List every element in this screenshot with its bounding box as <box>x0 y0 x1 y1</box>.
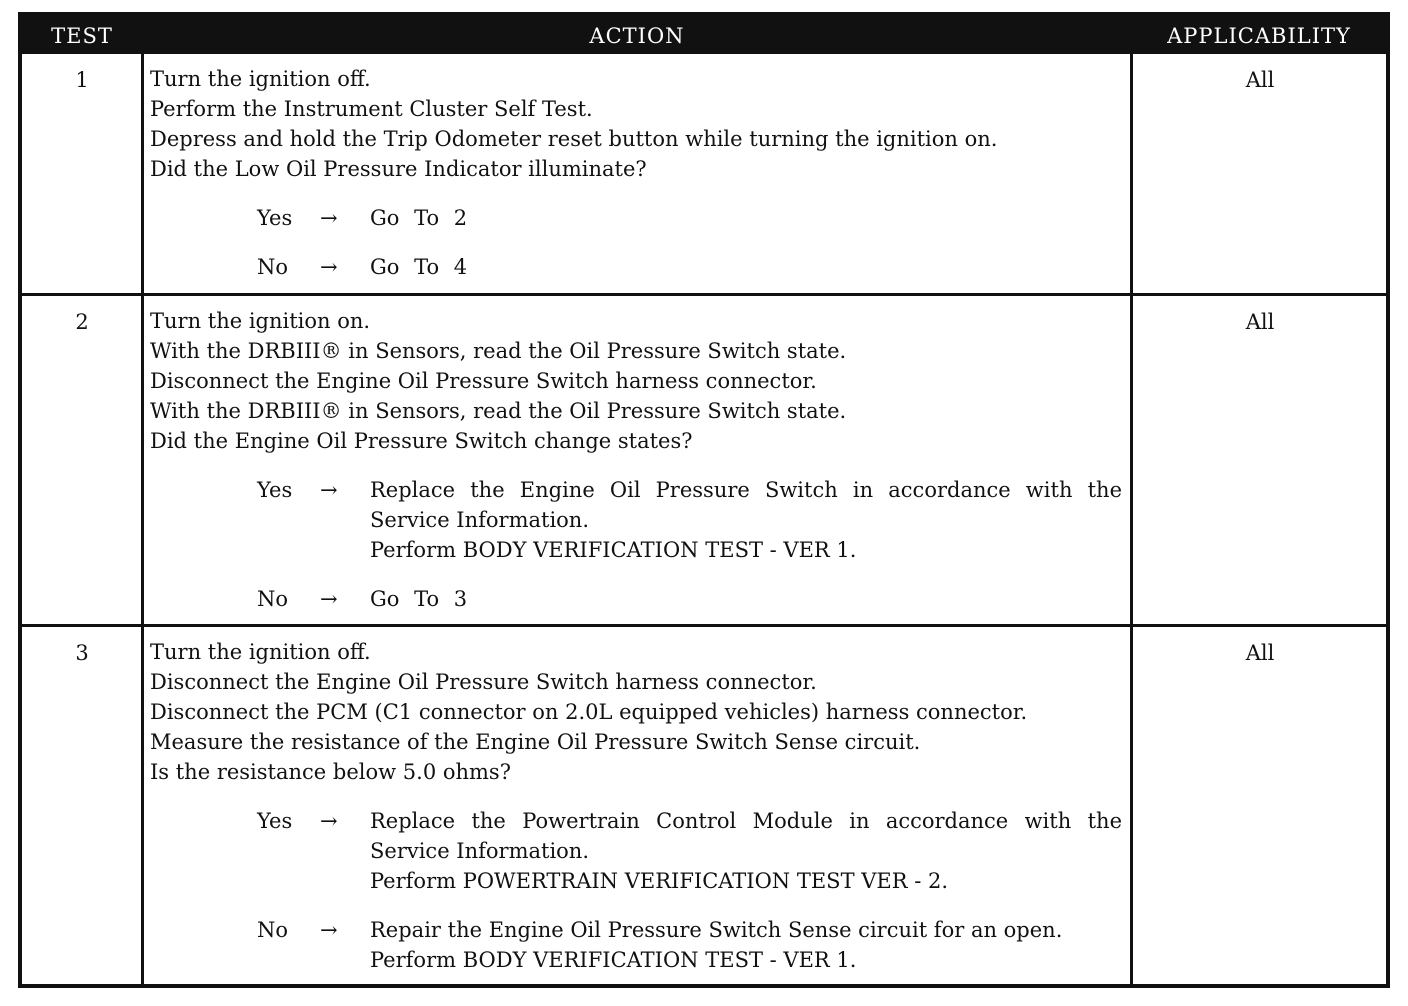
no-outcome <box>150 252 1126 282</box>
result-line: Replace the Engine Oil Pressure Switch in accordance with the <box>370 478 1122 502</box>
diagnostic-test-table <box>18 12 1390 988</box>
test-number: 1 <box>75 68 89 92</box>
outcome-result <box>370 252 1122 282</box>
outcome-result <box>370 475 1122 565</box>
action-step: Turn the ignition off. <box>150 67 371 91</box>
no-outcome <box>150 584 1126 614</box>
result-line: Service Information. <box>370 508 590 532</box>
yes-outcome <box>150 475 1126 565</box>
yes-label: Yes <box>257 206 293 230</box>
result-line: Go To 2 <box>370 206 468 230</box>
table-header <box>22 16 1386 54</box>
no-label: No <box>257 918 289 942</box>
action-step: Disconnect the PCM (C1 connector on 2.0L equipped vehicles) harness connector. <box>150 700 1028 724</box>
applicability-value: All <box>1245 68 1275 92</box>
no-outcome <box>150 915 1126 975</box>
result-line: Go To 3 <box>370 587 468 611</box>
action-step: With the DRBIII® in Sensors, read the Oil Pressure Switch state. <box>150 339 847 363</box>
applicability-value: All <box>1245 641 1275 665</box>
action-cell <box>150 306 1126 614</box>
arrow-icon: → <box>320 255 338 279</box>
action-step: Did the Low Oil Pressure Indicator illuminate? <box>150 157 647 181</box>
test-number: 2 <box>75 310 89 334</box>
action-step: Turn the ignition off. <box>150 640 371 664</box>
action-step: Disconnect the Engine Oil Pressure Switch harness connector. <box>150 369 817 393</box>
action-step: Disconnect the Engine Oil Pressure Switch harness connector. <box>150 670 817 694</box>
yes-outcome <box>150 203 1126 233</box>
result-line: Perform POWERTRAIN VERIFICATION TEST VER - 2. <box>370 869 949 893</box>
action-step: Did the Engine Oil Pressure Switch change states? <box>150 429 693 453</box>
arrow-icon: → <box>320 478 338 502</box>
arrow-icon: → <box>320 587 338 611</box>
table-row <box>22 54 1386 296</box>
header-action: ACTION <box>589 24 685 48</box>
outcome-result <box>370 584 1122 614</box>
outcome-result <box>370 915 1122 975</box>
applicability-value: All <box>1245 310 1275 334</box>
action-cell <box>150 64 1126 282</box>
no-label: No <box>257 587 289 611</box>
arrow-icon: → <box>320 809 338 833</box>
result-line: Go To 4 <box>370 255 468 279</box>
action-step: With the DRBIII® in Sensors, read the Oil Pressure Switch state. <box>150 399 847 423</box>
yes-outcome <box>150 806 1126 896</box>
outcome-result <box>370 806 1122 896</box>
action-step: Is the resistance below 5.0 ohms? <box>150 760 511 784</box>
yes-label: Yes <box>257 809 293 833</box>
arrow-icon: → <box>320 206 338 230</box>
result-line: Service Information. <box>370 839 590 863</box>
result-line: Perform BODY VERIFICATION TEST - VER 1. <box>370 538 857 562</box>
action-step: Depress and hold the Trip Odometer reset button while turning the ignition on. <box>150 127 998 151</box>
outcome-result <box>370 203 1122 233</box>
table-row <box>22 624 1386 984</box>
action-step: Measure the resistance of the Engine Oil Pressure Switch Sense circuit. <box>150 730 921 754</box>
result-line: Repair the Engine Oil Pressure Switch Sense circuit for an open. <box>370 918 1063 942</box>
header-test: TEST <box>51 24 113 48</box>
table-row <box>22 293 1386 624</box>
test-number: 3 <box>75 641 89 665</box>
action-step: Perform the Instrument Cluster Self Test. <box>150 97 593 121</box>
result-line: Perform BODY VERIFICATION TEST - VER 1. <box>370 948 857 972</box>
arrow-icon: → <box>320 918 338 942</box>
header-applicability: APPLICABILITY <box>1167 24 1351 48</box>
action-step: Turn the ignition on. <box>150 309 371 333</box>
no-label: No <box>257 255 289 279</box>
result-line: Replace the Powertrain Control Module in accordance with the <box>370 809 1122 833</box>
yes-label: Yes <box>257 478 293 502</box>
action-cell <box>150 637 1126 975</box>
